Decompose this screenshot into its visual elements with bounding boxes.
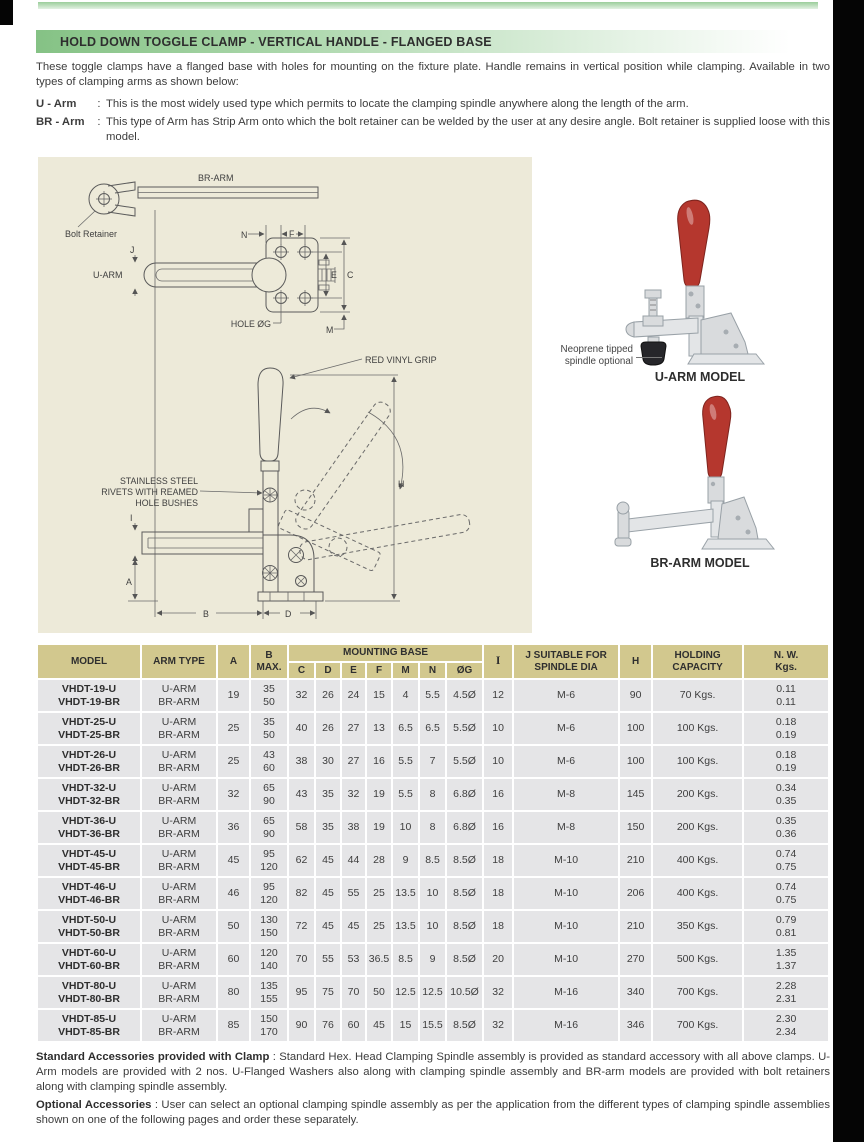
cell-j: M-6 xyxy=(513,712,619,745)
cell-n: 9 xyxy=(419,943,446,976)
cell-i: 10 xyxy=(483,712,513,745)
cell-c: 70 xyxy=(288,943,315,976)
table-row xyxy=(37,811,829,844)
cell-a: 80 xyxy=(217,976,250,1009)
cell-i: 32 xyxy=(483,976,513,1009)
cell-f: 25 xyxy=(366,877,392,910)
cell-b: 43 60 xyxy=(250,745,288,778)
cell-d: 45 xyxy=(315,910,341,943)
cell-model: VHDT-26-U VHDT-26-BR xyxy=(37,745,141,778)
dim-a-label: A xyxy=(126,577,132,587)
cell-d: 45 xyxy=(315,844,341,877)
cell-c: 38 xyxy=(288,745,315,778)
cell-n: 8 xyxy=(419,811,446,844)
col-header-j: J SUITABLE FOR SPINDLE DIA xyxy=(513,644,619,679)
cell-nw: 0.18 0.19 xyxy=(743,745,829,778)
cell-c: 40 xyxy=(288,712,315,745)
cell-i: 12 xyxy=(483,679,513,712)
cell-arm: U-ARM BR-ARM xyxy=(141,877,217,910)
cell-c: 58 xyxy=(288,811,315,844)
cell-j: M-10 xyxy=(513,877,619,910)
cell-n: 5.5 xyxy=(419,679,446,712)
cell-n: 10 xyxy=(419,877,446,910)
cell-f: 19 xyxy=(366,778,392,811)
standard-accessories-text: : Standard Hex. Head Clamping Spindle assembly is provided as standard accessory with all above clamps. U-Arm models are provided with 2 nos. U-Flanged Washers also along with clamping spindle assembly and BR-arm models are provided with bolt retainers along with clamping spindle assembly. xyxy=(36,1051,830,1093)
cell-og: 5.5Ø xyxy=(446,745,483,778)
cell-og: 8.5Ø xyxy=(446,910,483,943)
hole-og-label: HOLE ØG xyxy=(230,319,271,329)
cell-cap: 700 Kgs. xyxy=(652,976,743,1009)
cell-arm: U-ARM BR-ARM xyxy=(141,778,217,811)
optional-accessories-label: Optional Accessories xyxy=(36,1099,152,1111)
cell-i: 16 xyxy=(483,778,513,811)
u-arm-text: This is the most widely used type which permits to locate the clamping spindle anywhere along the length of the arm. xyxy=(106,98,689,110)
cell-f: 45 xyxy=(366,1009,392,1042)
cell-c: 82 xyxy=(288,877,315,910)
dim-h-label: H xyxy=(398,479,405,489)
cell-e: 44 xyxy=(341,844,366,877)
cell-h: 100 xyxy=(619,745,652,778)
intro-paragraph: These toggle clamps have a flanged base with holes for mounting on the fixture plate. Handle remains in vertical position while clamping. Available in two types of clamping arms as shown below: xyxy=(36,61,830,88)
cell-m: 9 xyxy=(392,844,419,877)
dim-m-label: M xyxy=(326,325,334,335)
cell-cap: 400 Kgs. xyxy=(652,877,743,910)
cell-a: 45 xyxy=(217,844,250,877)
section-title-bar xyxy=(36,30,830,53)
cell-m: 4 xyxy=(392,679,419,712)
col-header-f: F xyxy=(366,662,392,680)
technical-drawing-panel xyxy=(38,157,532,633)
col-header-e: E xyxy=(341,662,366,680)
cell-h: 100 xyxy=(619,712,652,745)
cell-n: 8 xyxy=(419,778,446,811)
cell-j: M-10 xyxy=(513,943,619,976)
cell-nw: 0.35 0.36 xyxy=(743,811,829,844)
col-header-model: MODEL xyxy=(37,644,141,679)
cell-og: 8.5Ø xyxy=(446,844,483,877)
cell-n: 15.5 xyxy=(419,1009,446,1042)
cell-a: 50 xyxy=(217,910,250,943)
cell-arm: U-ARM BR-ARM xyxy=(141,745,217,778)
cell-h: 270 xyxy=(619,943,652,976)
br-arm-model-photo xyxy=(598,392,798,552)
red-vinyl-grip-label: RED VINYL GRIP xyxy=(365,355,437,365)
cell-h: 145 xyxy=(619,778,652,811)
cell-cap: 700 Kgs. xyxy=(652,1009,743,1042)
cell-e: 24 xyxy=(341,679,366,712)
cell-d: 76 xyxy=(315,1009,341,1042)
cell-arm: U-ARM BR-ARM xyxy=(141,976,217,1009)
col-header-d: D xyxy=(315,662,341,680)
cell-j: M-8 xyxy=(513,811,619,844)
cell-d: 75 xyxy=(315,976,341,1009)
dim-n-label: N xyxy=(241,230,248,240)
dim-c-label: C xyxy=(347,270,354,280)
cell-a: 60 xyxy=(217,943,250,976)
cell-f: 15 xyxy=(366,679,392,712)
dim-i-label: I xyxy=(130,513,133,523)
u-arm-drawing-label: U-ARM xyxy=(93,270,123,280)
cell-e: 38 xyxy=(341,811,366,844)
scan-artifact-top-left xyxy=(0,0,13,25)
cell-n: 12.5 xyxy=(419,976,446,1009)
cell-e: 53 xyxy=(341,943,366,976)
optional-accessories-text: : User can select an optional clamping spindle assembly as per the application from the different types of clamping spindle assemblies shown on one of the following pages and order these separately. xyxy=(36,1099,830,1126)
cell-model: VHDT-80-U VHDT-80-BR xyxy=(37,976,141,1009)
cell-h: 210 xyxy=(619,844,652,877)
cell-b: 130 150 xyxy=(250,910,288,943)
cell-i: 20 xyxy=(483,943,513,976)
br-arm-colon: : xyxy=(97,116,101,128)
br-arm-label: BR - Arm xyxy=(36,116,85,128)
cell-cap: 350 Kgs. xyxy=(652,910,743,943)
cell-a: 46 xyxy=(217,877,250,910)
cell-c: 95 xyxy=(288,976,315,1009)
br-arm-drawing-label: BR-ARM xyxy=(198,173,234,183)
cell-cap: 70 Kgs. xyxy=(652,679,743,712)
cell-og: 6.8Ø xyxy=(446,778,483,811)
table-row xyxy=(37,877,829,910)
standard-accessories-label: Standard Accessories provided with Clamp xyxy=(36,1051,270,1063)
cell-nw: 2.30 2.34 xyxy=(743,1009,829,1042)
cell-model: VHDT-45-U VHDT-45-BR xyxy=(37,844,141,877)
cell-j: M-16 xyxy=(513,976,619,1009)
cell-e: 70 xyxy=(341,976,366,1009)
cell-h: 90 xyxy=(619,679,652,712)
cell-e: 27 xyxy=(341,745,366,778)
br-arm-model-caption: BR-ARM MODEL xyxy=(650,556,750,570)
cell-h: 340 xyxy=(619,976,652,1009)
u-arm-label: U - Arm xyxy=(36,98,77,110)
col-header-nw-line2: Kgs. xyxy=(775,661,797,673)
dim-d-label: D xyxy=(285,609,292,619)
cell-i: 18 xyxy=(483,877,513,910)
specification-table xyxy=(36,643,830,1043)
cell-c: 72 xyxy=(288,910,315,943)
dim-j-label: J xyxy=(130,245,135,255)
cell-nw: 0.79 0.81 xyxy=(743,910,829,943)
neoprene-leader-line xyxy=(636,357,662,358)
cell-model: VHDT-50-U VHDT-50-BR xyxy=(37,910,141,943)
cell-model: VHDT-36-U VHDT-36-BR xyxy=(37,811,141,844)
col-header-h: H xyxy=(619,644,652,679)
cell-h: 346 xyxy=(619,1009,652,1042)
cell-a: 25 xyxy=(217,712,250,745)
col-header-b-max xyxy=(250,644,288,679)
cell-model: VHDT-25-U VHDT-25-BR xyxy=(37,712,141,745)
table-row xyxy=(37,1009,829,1042)
cell-b: 95 120 xyxy=(250,877,288,910)
cell-i: 10 xyxy=(483,745,513,778)
cell-cap: 200 Kgs. xyxy=(652,778,743,811)
cell-d: 45 xyxy=(315,877,341,910)
col-header-m: M xyxy=(392,662,419,680)
cell-a: 36 xyxy=(217,811,250,844)
table-row xyxy=(37,943,829,976)
cell-cap: 500 Kgs. xyxy=(652,943,743,976)
cell-f: 19 xyxy=(366,811,392,844)
cell-arm: U-ARM BR-ARM xyxy=(141,811,217,844)
cell-d: 55 xyxy=(315,943,341,976)
table-row xyxy=(37,745,829,778)
cell-arm: U-ARM BR-ARM xyxy=(141,844,217,877)
standard-accessories-paragraph xyxy=(36,1050,830,1094)
cell-og: 8.5Ø xyxy=(446,877,483,910)
cell-f: 13 xyxy=(366,712,392,745)
cell-arm: U-ARM BR-ARM xyxy=(141,1009,217,1042)
u-arm-colon: : xyxy=(97,98,101,110)
cell-n: 10 xyxy=(419,910,446,943)
cell-j: M-10 xyxy=(513,844,619,877)
cell-cap: 200 Kgs. xyxy=(652,811,743,844)
scan-artifact-right xyxy=(833,0,864,1142)
cell-model: VHDT-60-U VHDT-60-BR xyxy=(37,943,141,976)
cell-i: 18 xyxy=(483,910,513,943)
u-arm-description-row xyxy=(36,97,830,112)
cell-f: 16 xyxy=(366,745,392,778)
cell-model: VHDT-19-U VHDT-19-BR xyxy=(37,679,141,712)
table-row xyxy=(37,976,829,1009)
cell-b: 95 120 xyxy=(250,844,288,877)
cell-n: 7 xyxy=(419,745,446,778)
cell-j: M-10 xyxy=(513,910,619,943)
cell-f: 50 xyxy=(366,976,392,1009)
cell-m: 8.5 xyxy=(392,943,419,976)
cell-e: 27 xyxy=(341,712,366,745)
cell-a: 19 xyxy=(217,679,250,712)
cell-e: 32 xyxy=(341,778,366,811)
br-arm-text: This type of Arm has Strip Arm onto which the bolt retainer can be welded by the user at any desire angle. Bolt retainer is supplied loose with this model. xyxy=(106,116,830,143)
table-row xyxy=(37,778,829,811)
bolt-retainer-label: Bolt Retainer xyxy=(65,229,118,239)
table-row xyxy=(37,910,829,943)
cell-d: 30 xyxy=(315,745,341,778)
cell-f: 36.5 xyxy=(366,943,392,976)
cell-h: 210 xyxy=(619,910,652,943)
cell-cap: 400 Kgs. xyxy=(652,844,743,877)
dim-f-label: F xyxy=(289,229,295,239)
cell-og: 8.5Ø xyxy=(446,1009,483,1042)
rivets-label-line2: RIVETS WITH REAMED xyxy=(101,487,198,497)
cell-j: M-6 xyxy=(513,745,619,778)
cell-h: 150 xyxy=(619,811,652,844)
cell-e: 55 xyxy=(341,877,366,910)
cell-m: 5.5 xyxy=(392,778,419,811)
cell-f: 28 xyxy=(366,844,392,877)
cell-b: 135 155 xyxy=(250,976,288,1009)
cell-cap: 100 Kgs. xyxy=(652,712,743,745)
cell-b: 35 50 xyxy=(250,679,288,712)
cell-arm: U-ARM BR-ARM xyxy=(141,910,217,943)
cell-arm: U-ARM BR-ARM xyxy=(141,679,217,712)
cell-model: VHDT-32-U VHDT-32-BR xyxy=(37,778,141,811)
col-header-mounting-base: MOUNTING BASE xyxy=(288,644,483,662)
col-header-capacity: HOLDING CAPACITY xyxy=(652,644,743,679)
cell-arm: U-ARM BR-ARM xyxy=(141,943,217,976)
cell-i: 16 xyxy=(483,811,513,844)
cell-i: 32 xyxy=(483,1009,513,1042)
cell-j: M-16 xyxy=(513,1009,619,1042)
col-header-n: N xyxy=(419,662,446,680)
cell-nw: 0.34 0.35 xyxy=(743,778,829,811)
table-row xyxy=(37,844,829,877)
cell-nw: 0.74 0.75 xyxy=(743,877,829,910)
cell-c: 32 xyxy=(288,679,315,712)
dim-e-label: E xyxy=(331,270,337,280)
table-row xyxy=(37,712,829,745)
cell-m: 10 xyxy=(392,811,419,844)
col-header-b: B xyxy=(265,650,273,661)
dim-b-label: B xyxy=(203,609,209,619)
specification-table-wrapper xyxy=(36,643,830,1043)
neoprene-note xyxy=(545,344,633,368)
cell-c: 90 xyxy=(288,1009,315,1042)
cell-d: 35 xyxy=(315,811,341,844)
cell-m: 15 xyxy=(392,1009,419,1042)
cell-og: 8.5Ø xyxy=(446,943,483,976)
col-header-max: MAX. xyxy=(256,661,282,673)
cell-c: 43 xyxy=(288,778,315,811)
cell-cap: 100 Kgs. xyxy=(652,745,743,778)
cell-b: 120 140 xyxy=(250,943,288,976)
cell-d: 35 xyxy=(315,778,341,811)
rivets-label-line1: STAINLESS STEEL xyxy=(119,476,198,486)
cell-n: 6.5 xyxy=(419,712,446,745)
top-green-bar xyxy=(38,2,818,9)
cell-arm: U-ARM BR-ARM xyxy=(141,712,217,745)
cell-og: 6.8Ø xyxy=(446,811,483,844)
cell-e: 60 xyxy=(341,1009,366,1042)
u-arm-model-caption: U-ARM MODEL xyxy=(654,370,746,384)
col-header-a: A xyxy=(217,644,250,679)
col-header-c: C xyxy=(288,662,315,680)
cell-j: M-6 xyxy=(513,679,619,712)
cell-og: 5.5Ø xyxy=(446,712,483,745)
table-row xyxy=(37,679,829,712)
cell-model: VHDT-85-U VHDT-85-BR xyxy=(37,1009,141,1042)
cell-m: 5.5 xyxy=(392,745,419,778)
cell-a: 25 xyxy=(217,745,250,778)
cell-m: 13.5 xyxy=(392,877,419,910)
cell-j: M-8 xyxy=(513,778,619,811)
cell-b: 65 90 xyxy=(250,811,288,844)
cell-nw: 1.35 1.37 xyxy=(743,943,829,976)
cell-a: 85 xyxy=(217,1009,250,1042)
cell-f: 25 xyxy=(366,910,392,943)
cell-b: 150 170 xyxy=(250,1009,288,1042)
cell-a: 32 xyxy=(217,778,250,811)
col-header-nw-line1: N. W. xyxy=(773,650,799,661)
cell-og: 10.5Ø xyxy=(446,976,483,1009)
page-title: HOLD DOWN TOGGLE CLAMP - VERTICAL HANDLE - FLANGED BASE xyxy=(60,34,492,49)
col-header-og: ØG xyxy=(446,662,483,680)
cell-n: 8.5 xyxy=(419,844,446,877)
rivets-label-line3: HOLE BUSHES xyxy=(135,498,198,508)
cell-og: 4.5Ø xyxy=(446,679,483,712)
cell-c: 62 xyxy=(288,844,315,877)
cell-b: 35 50 xyxy=(250,712,288,745)
cell-b: 65 90 xyxy=(250,778,288,811)
cell-m: 6.5 xyxy=(392,712,419,745)
neoprene-note-line1: Neoprene tipped xyxy=(560,344,633,355)
cell-e: 45 xyxy=(341,910,366,943)
cell-nw: 0.11 0.11 xyxy=(743,679,829,712)
col-header-nw xyxy=(743,644,829,679)
cell-i: 18 xyxy=(483,844,513,877)
optional-accessories-paragraph xyxy=(36,1098,830,1128)
cell-nw: 2.28 2.31 xyxy=(743,976,829,1009)
cell-m: 13.5 xyxy=(392,910,419,943)
cell-nw: 0.74 0.75 xyxy=(743,844,829,877)
u-arm-model-photo xyxy=(598,192,798,367)
col-header-arm-type: ARM TYPE xyxy=(141,644,217,679)
cell-d: 26 xyxy=(315,712,341,745)
technical-drawing xyxy=(38,157,532,633)
neoprene-note-line2: spindle optional xyxy=(564,356,633,367)
col-header-i: I xyxy=(483,644,513,679)
cell-m: 12.5 xyxy=(392,976,419,1009)
cell-model: VHDT-46-U VHDT-46-BR xyxy=(37,877,141,910)
cell-d: 26 xyxy=(315,679,341,712)
cell-h: 206 xyxy=(619,877,652,910)
cell-nw: 0.18 0.19 xyxy=(743,712,829,745)
br-arm-description-row xyxy=(36,115,830,145)
